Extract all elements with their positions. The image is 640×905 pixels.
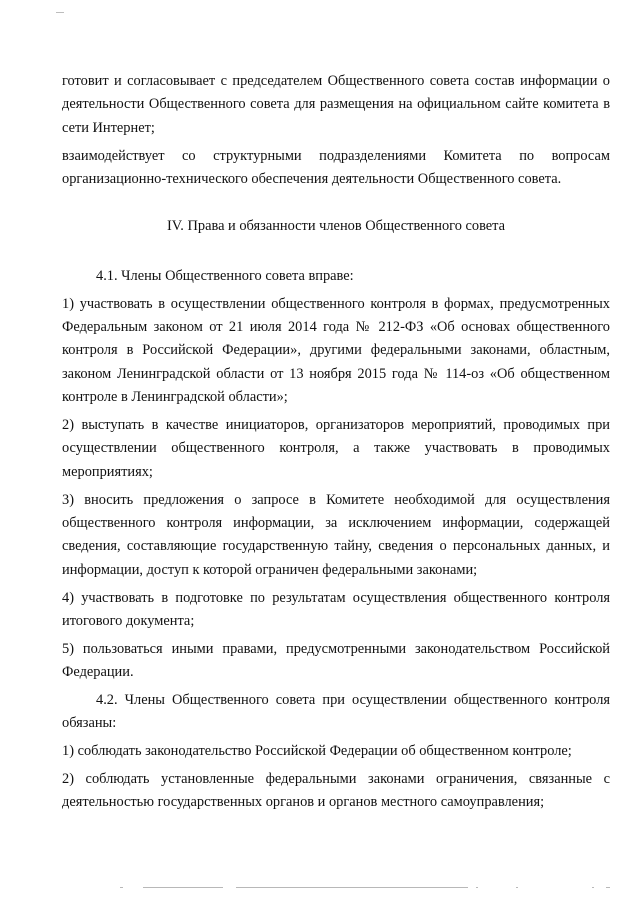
section-heading: IV. Права и обязанности членов Общественного совета — [166, 218, 506, 235]
scan-artifact-rule — [606, 887, 610, 888]
paragraph-interact: взаимодействует со структурными подразделениями Комитета по вопросам организационно-технического обеспечения деятельности Общественного совета. — [62, 147, 610, 188]
paragraph-prepare-info: готовит и согласовывает с председателем Общественного совета состав информации о деятельности Общественного совета для размещения на официальном сайте комитета в сети Интернет; — [62, 73, 610, 136]
scan-artifact-rule — [476, 887, 478, 888]
section-4-1-intro: 4.1. Члены Общественного совета вправе: — [96, 267, 354, 284]
scan-artifact-rule — [120, 887, 123, 888]
scan-artifact-rule — [236, 887, 468, 888]
scan-artifact-rule — [516, 887, 518, 888]
scan-artifact-dash — [56, 12, 64, 13]
scan-artifact-rule — [143, 887, 223, 888]
section-4-2-intro: 4.2. Члены Общественного совета при осуществлении общественного контроля обязаны: — [62, 692, 610, 732]
list-item-4-1-1: 1) участвовать в осуществлении общественного контроля в формах, предусмотренных Федеральным законом от 21 июля 2014 года № 212-ФЗ «Об основах общественного контроля в Российской Федерации», другими федеральными законами, областным, законом Ленинградской области от 13 ноября 2015 года № 114-оз «Об общественном контроле в Ленинградской области»; — [62, 295, 610, 406]
list-item-4-2-2: 2) соблюдать установленные федеральными законами ограничения, связанные с деятельностью государственных органов и органов местного самоуправления; — [62, 771, 610, 811]
document-body — [62, 70, 610, 819]
list-item-4-1-4: 4) участвовать в подготовке по результатам осуществления общественного контроля итогового документа; — [62, 589, 610, 630]
list-item-4-2-1: 1) соблюдать законодательство Российской Федерации об общественном контроле; — [62, 743, 572, 760]
list-item-4-1-2: 2) выступать в качестве инициаторов, организаторов мероприятий, проводимых при осуществлении общественного контроля, а также участвовать в проводимых мероприятиях; — [62, 417, 610, 480]
scan-artifact-rule — [592, 887, 594, 888]
list-item-4-1-3: 3) вносить предложения о запросе в Комитете необходимой для осуществления общественного контроля информации, за исключением информации, содержащей сведения, составляющие государственную тайну, сведения о персональных данных, и информации, доступ к которой ограничен федеральными законами; — [62, 491, 610, 578]
list-item-4-1-5: 5) пользоваться иными правами, предусмотренными законодательством Российской Федерации. — [62, 640, 610, 681]
